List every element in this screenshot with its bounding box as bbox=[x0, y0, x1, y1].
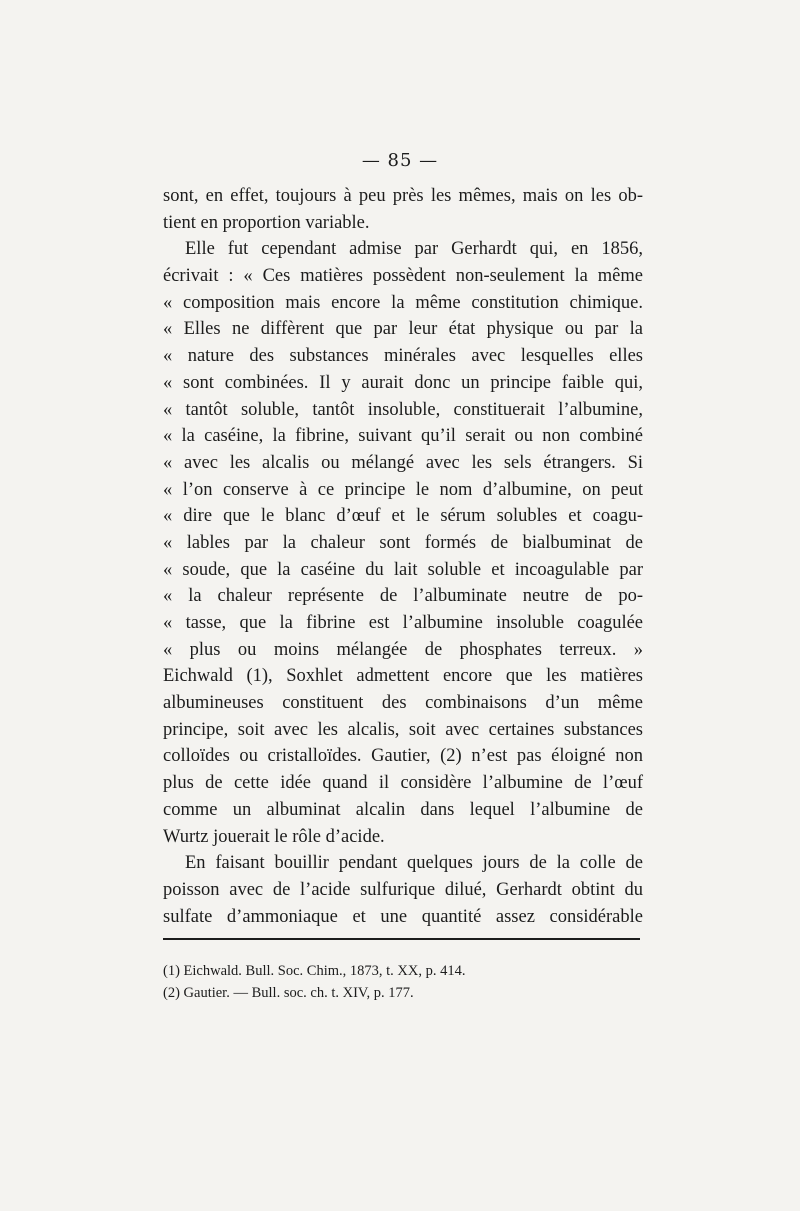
text-line: « tasse, que la fibrine est l’albumine insoluble coagulée bbox=[163, 613, 643, 633]
text-line: « Elles ne diffèrent que par leur état physique ou par la bbox=[163, 319, 643, 340]
text-line: Eichwald (1), Soxhlet admettent encore que les matières bbox=[163, 666, 643, 687]
text-line: « tantôt soluble, tantôt insoluble, constituerait l’albumine, bbox=[163, 399, 643, 420]
text-line: Wurtz jouerait le rôle d’acide. bbox=[163, 826, 385, 847]
text-line: Elle fut cependant admise par Gerhardt qui, en 1856, bbox=[185, 239, 643, 260]
footnote: (1) Eichwald. Bull. Soc. Chim., 1873, t. XX, p. 414. bbox=[163, 963, 466, 979]
text-line: albumineuses constituent des combinaisons d’un même bbox=[163, 693, 643, 714]
text-line: « plus ou moins mélangée de phosphates terreux. » bbox=[163, 639, 643, 660]
text-line: En faisant bouillir pendant quelques jours de la colle de bbox=[185, 853, 643, 874]
text-line: colloïdes ou cristalloïdes. Gautier, (2) n’est pas éloigné non bbox=[163, 746, 643, 767]
text-line: « la caséine, la fibrine, suivant qu’il serait ou non combiné bbox=[163, 426, 643, 447]
footnotes bbox=[163, 960, 643, 1004]
text-line: « la chaleur représente de l’albuminate neutre de po- bbox=[163, 586, 643, 607]
text-line: « lables par la chaleur sont formés de bialbuminat de bbox=[163, 532, 643, 553]
text-line: principe, soit avec les alcalis, soit avec certaines substances bbox=[163, 719, 643, 740]
text-line: « nature des substances minérales avec lesquelles elles bbox=[163, 346, 643, 367]
text-line: tient en proportion variable. bbox=[163, 212, 370, 233]
text-line: « sont combinées. Il y aurait donc un principe faible qui, bbox=[163, 372, 643, 393]
body-text bbox=[163, 183, 643, 930]
text-line: « avec les alcalis ou mélangé avec les sels étrangers. Si bbox=[163, 452, 643, 473]
footnote-divider bbox=[163, 938, 640, 940]
text-line: poisson avec de l’acide sulfurique dilué, Gerhardt obtint du bbox=[163, 879, 643, 900]
text-line: comme un albuminat alcalin dans lequel l’albumine de bbox=[163, 799, 643, 820]
text-line: sulfate d’ammoniaque et une quantité assez considérable bbox=[163, 906, 643, 927]
page-number: — 85 — bbox=[361, 150, 439, 171]
text-line: plus de cette idée quand il considère l’albumine de l’œuf bbox=[163, 773, 643, 794]
text-line: sont, en effet, toujours à peu près les mêmes, mais on les ob- bbox=[163, 186, 643, 206]
text-line: écrivait : « Ces matières possèdent non-seulement la même bbox=[163, 266, 643, 287]
footnote: (2) Gautier. — Bull. soc. ch. t. XIV, p. 177. bbox=[163, 985, 414, 1001]
text-line: « l’on conserve à ce principe le nom d’albumine, on peut bbox=[163, 479, 643, 500]
text-line: « dire que le blanc d’œuf et le sérum solubles et coagu- bbox=[163, 506, 643, 527]
text-line: « soude, que la caséine du lait soluble et incoagulable par bbox=[163, 559, 643, 580]
text-line: « composition mais encore la même constitution chimique. bbox=[163, 292, 643, 313]
